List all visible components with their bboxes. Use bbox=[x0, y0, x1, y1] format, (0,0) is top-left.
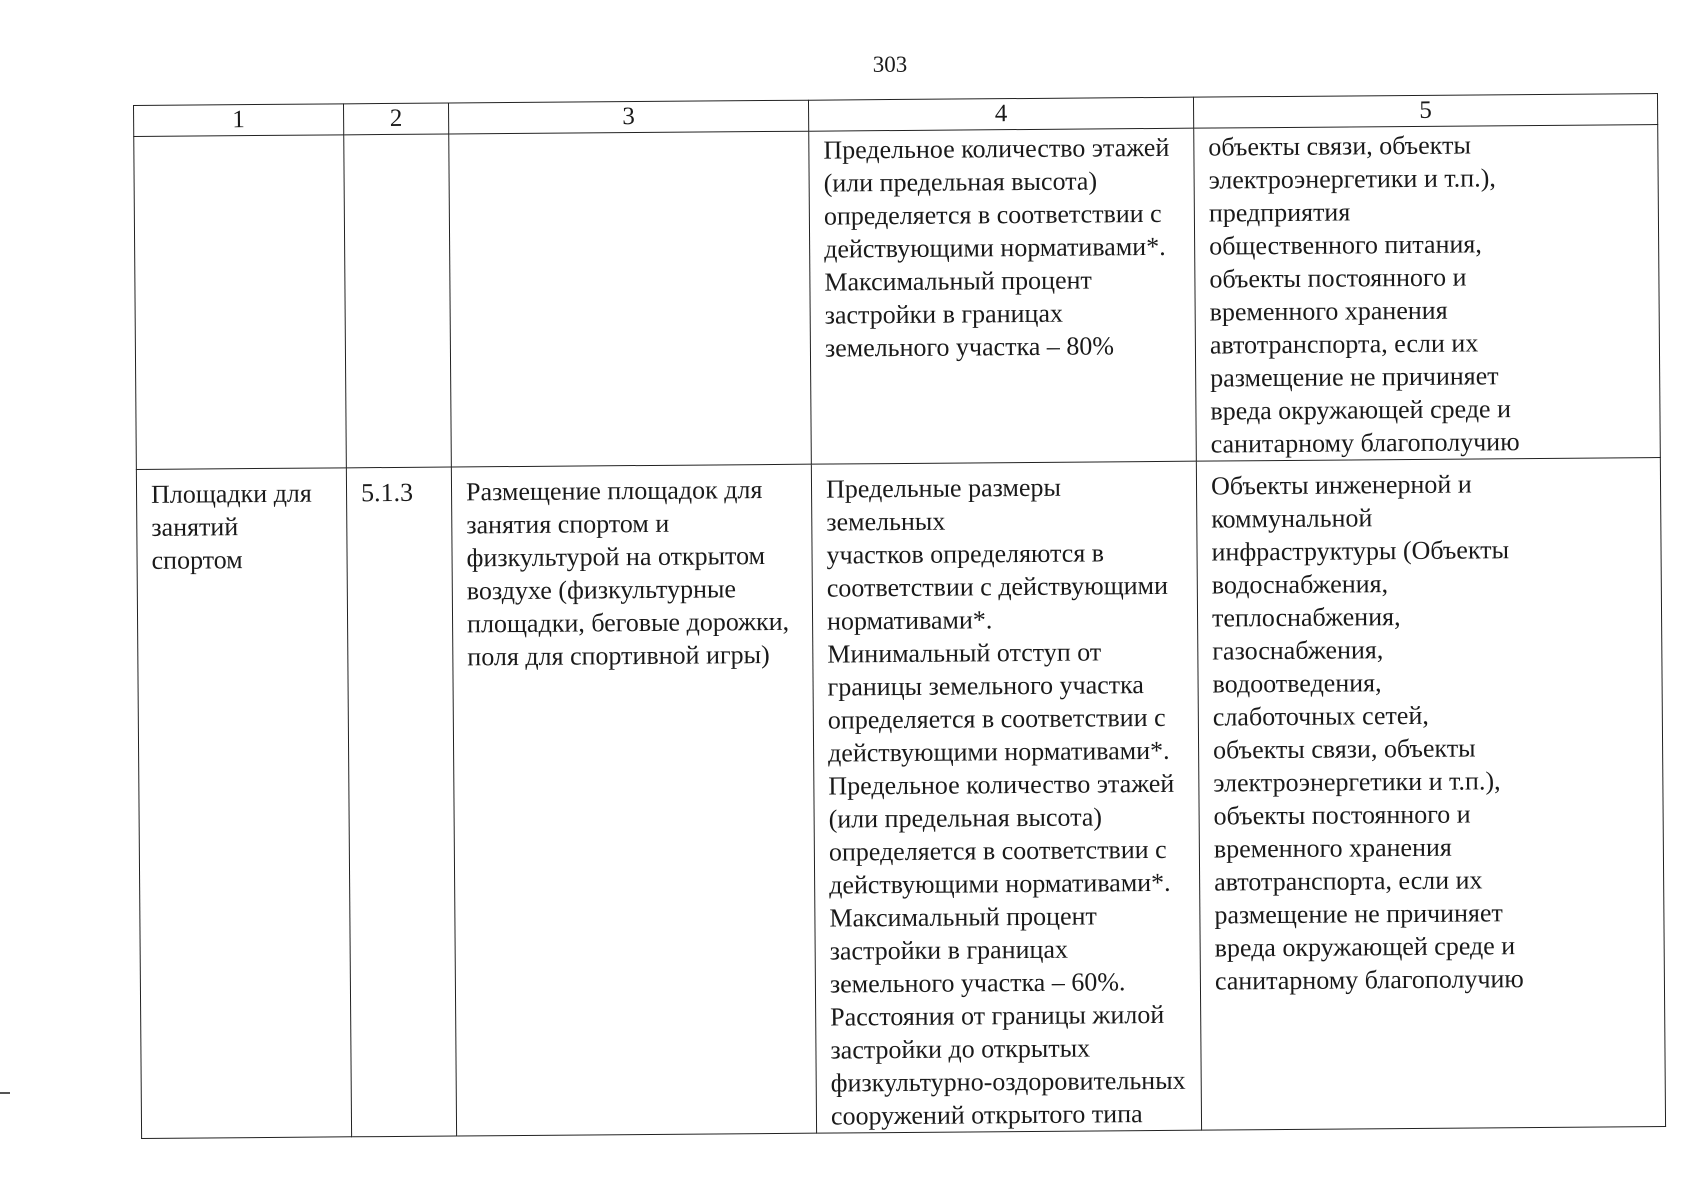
cell-use-description: Размещение площадок для занятия спортом и физкультурой на открытом воздухе (физкультурные площадки, беговые дорожки, поля для спортивной игры) bbox=[451, 464, 816, 1136]
cell-auxiliary-uses: Объекты инженерной и коммунальной инфраструктуры (Объекты водоснабжения, теплоснабжения, газоснабжения, водоотведения, слаботочных сетей, объекты связи, объекты электроэнергетики и т.п.), объекты постоянного и временного хранения автотранспорта, если их размещение не причиняет вреда окружающей среде и санитарному благополучию bbox=[1196, 458, 1665, 1131]
cell-parameters: Предельное количество этажей (или предельная высота) определяется в соответствии с действующими нормативами*. Максимальный процент застройки в границах земельного участка – 80% bbox=[809, 128, 1197, 464]
cell-use-name: Площадки для занятий спортом bbox=[136, 468, 351, 1139]
header-cell-2: 2 bbox=[343, 103, 448, 135]
cell-use-code: 5.1.3 bbox=[346, 467, 456, 1137]
cell-auxiliary-uses: объекты связи, объекты электроэнергетики и т.п.), предприятия общественного питания, объекты постоянного и временного хранения автотранспорта, если их размещение не причиняет вреда окружающей среде и санитарному благополучию bbox=[1194, 125, 1661, 462]
cell-parameters: Предельные размеры земельных участков определяются в соответствии с действующими нормативами*. Минимальный отступ от границы земельного участка определяется в соответствии с действующими нормативами*. Предельное количество этажей (или предельная высота) определяется в соответствии с действующими нормативами*. Максимальный процент застройки в границах земельного участка – 60%. Расстояния от границы жилой застройки до открытых физкультурно-оздоровительных сооружений открытого типа bbox=[811, 461, 1201, 1133]
cell-use-description bbox=[449, 131, 812, 467]
header-cell-5: 5 bbox=[1193, 94, 1657, 129]
header-cell-1: 1 bbox=[134, 104, 344, 137]
header-cell-3: 3 bbox=[448, 100, 808, 134]
zoning-regulations-table bbox=[133, 93, 1666, 1139]
scan-margin-mark bbox=[0, 1092, 10, 1094]
document-table-container bbox=[133, 93, 1665, 1139]
cell-use-name bbox=[134, 135, 347, 470]
page-number: 303 bbox=[872, 52, 908, 77]
cell-use-code bbox=[344, 134, 452, 468]
header-cell-4: 4 bbox=[808, 97, 1193, 131]
table-row bbox=[134, 125, 1661, 470]
table-row bbox=[136, 458, 1665, 1139]
